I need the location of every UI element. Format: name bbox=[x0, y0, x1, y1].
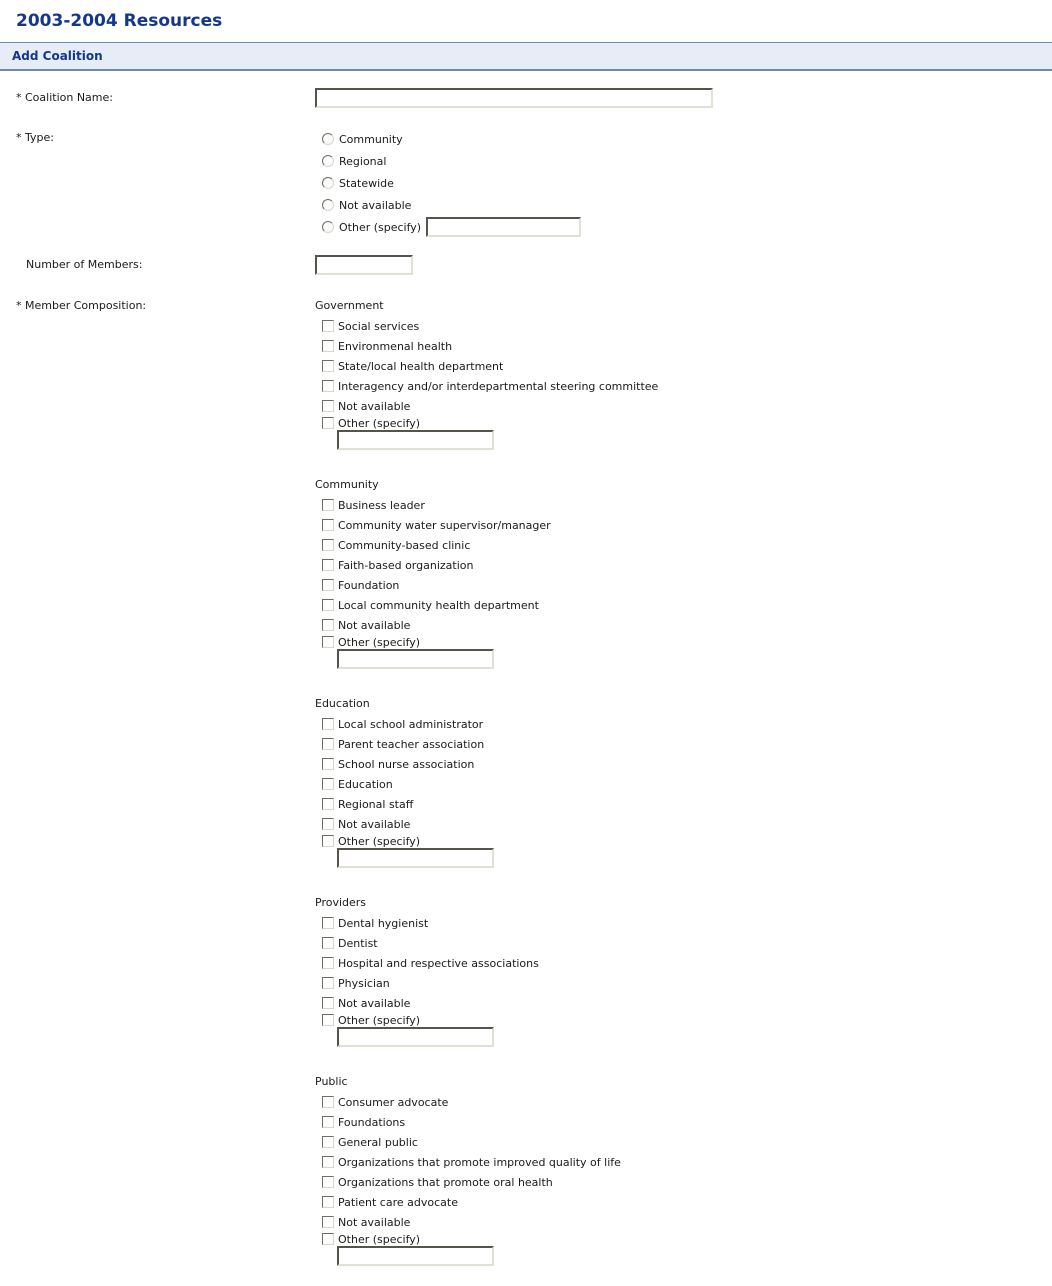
checkbox-label: Other (specify) bbox=[338, 1232, 421, 1246]
radio-option-regional[interactable] bbox=[315, 150, 1052, 172]
number-of-members-row bbox=[0, 255, 1052, 275]
checkbox-label: Patient care advocate bbox=[338, 1195, 458, 1209]
public-other-input[interactable] bbox=[337, 1246, 494, 1266]
checkbox-icon[interactable] bbox=[322, 1176, 334, 1188]
member-composition-groups bbox=[315, 296, 1052, 1266]
checkbox-option-school-nurse-association[interactable] bbox=[315, 754, 1052, 774]
section-title: Add Coalition bbox=[12, 49, 103, 63]
checkbox-icon[interactable] bbox=[322, 758, 334, 770]
type-options bbox=[315, 128, 1052, 238]
checkbox-option-government-not-available[interactable] bbox=[315, 396, 1052, 416]
checkbox-label: Dentist bbox=[338, 936, 378, 950]
radio-icon[interactable] bbox=[322, 177, 334, 189]
radio-icon[interactable] bbox=[322, 221, 334, 233]
checkbox-label: Local school administrator bbox=[338, 717, 484, 731]
checkbox-icon[interactable] bbox=[322, 559, 334, 571]
checkbox-option-providers-not-available[interactable] bbox=[315, 993, 1052, 1013]
radio-icon[interactable] bbox=[322, 199, 334, 211]
radio-option-other[interactable] bbox=[315, 216, 1052, 238]
checkbox-icon[interactable] bbox=[322, 499, 334, 511]
checkbox-icon[interactable] bbox=[322, 1156, 334, 1168]
checkbox-icon[interactable] bbox=[322, 957, 334, 969]
radio-icon[interactable] bbox=[322, 155, 334, 167]
checkbox-label: Community-based clinic bbox=[338, 538, 471, 552]
checkbox-label: Foundation bbox=[338, 578, 400, 592]
checkbox-label: Hospital and respective associations bbox=[338, 956, 539, 970]
radio-label: Not available bbox=[339, 198, 412, 212]
section-header-bar bbox=[0, 42, 1052, 71]
checkbox-option-state-local-health-department[interactable] bbox=[315, 356, 1052, 376]
checkbox-icon[interactable] bbox=[322, 1096, 334, 1108]
checkbox-label: Faith-based organization bbox=[338, 558, 474, 572]
number-of-members-label: Number of Members: bbox=[26, 258, 143, 271]
coalition-name-row bbox=[0, 88, 1052, 108]
coalition-name-label: * Coalition Name: bbox=[16, 91, 113, 104]
coalition-name-input[interactable] bbox=[315, 88, 713, 108]
member-composition-label: * Member Composition: bbox=[16, 299, 147, 312]
providers-other-input[interactable] bbox=[337, 1027, 494, 1047]
checkbox-option-faith-based-organization[interactable] bbox=[315, 555, 1052, 575]
checkbox-option-consumer-advocate[interactable] bbox=[315, 1092, 1052, 1112]
checkbox-label: Interagency and/or interdepartmental steering committee bbox=[338, 379, 659, 393]
group-education bbox=[315, 694, 1052, 868]
checkbox-icon[interactable] bbox=[322, 519, 334, 531]
checkbox-icon[interactable] bbox=[322, 818, 334, 830]
number-of-members-input[interactable] bbox=[315, 255, 413, 275]
checkbox-option-community-not-available[interactable] bbox=[315, 615, 1052, 635]
checkbox-label: Dental hygienist bbox=[338, 916, 429, 930]
group-public bbox=[315, 1072, 1052, 1266]
checkbox-label: Regional staff bbox=[338, 797, 414, 811]
checkbox-option-social-services[interactable] bbox=[315, 316, 1052, 336]
checkbox-label: Not available bbox=[338, 618, 411, 632]
radio-option-not-available[interactable] bbox=[315, 194, 1052, 216]
checkbox-label: Local community health department bbox=[338, 598, 539, 612]
checkbox-option-orgs-quality-of-life[interactable] bbox=[315, 1152, 1052, 1172]
page bbox=[0, 11, 1052, 1266]
checkbox-option-interagency-steering-committee[interactable] bbox=[315, 376, 1052, 396]
checkbox-option-regional-staff[interactable] bbox=[315, 794, 1052, 814]
radio-label: Other (specify) bbox=[339, 220, 422, 234]
number-of-members-control bbox=[315, 255, 1052, 275]
member-composition-row bbox=[0, 296, 1052, 1266]
checkbox-icon[interactable] bbox=[322, 798, 334, 810]
page-title: 2003-2004 Resources bbox=[16, 11, 223, 31]
checkbox-option-local-school-administrator[interactable] bbox=[315, 714, 1052, 734]
checkbox-label: Parent teacher association bbox=[338, 737, 485, 751]
checkbox-icon[interactable] bbox=[322, 1014, 334, 1026]
checkbox-option-patient-care-advocate[interactable] bbox=[315, 1192, 1052, 1212]
group-providers bbox=[315, 893, 1052, 1047]
checkbox-option-government-other[interactable] bbox=[315, 416, 1052, 430]
checkbox-label: Foundations bbox=[338, 1115, 406, 1129]
checkbox-icon[interactable] bbox=[322, 599, 334, 611]
checkbox-icon[interactable] bbox=[322, 835, 334, 847]
checkbox-option-business-leader[interactable] bbox=[315, 495, 1052, 515]
checkbox-label: Community water supervisor/manager bbox=[338, 518, 551, 532]
checkbox-icon[interactable] bbox=[322, 579, 334, 591]
checkbox-option-community-other[interactable] bbox=[315, 635, 1052, 649]
checkbox-icon[interactable] bbox=[322, 360, 334, 372]
checkbox-icon[interactable] bbox=[322, 738, 334, 750]
type-row bbox=[0, 128, 1052, 238]
checkbox-option-local-community-health-department[interactable] bbox=[315, 595, 1052, 615]
checkbox-label: Other (specify) bbox=[338, 1013, 421, 1027]
checkbox-option-community-based-clinic[interactable] bbox=[315, 535, 1052, 555]
checkbox-label: Education bbox=[338, 777, 393, 791]
group-heading-education: Education bbox=[315, 697, 370, 710]
checkbox-option-education-not-available[interactable] bbox=[315, 814, 1052, 834]
checkbox-option-community-water-supervisor[interactable] bbox=[315, 515, 1052, 535]
checkbox-label: Social services bbox=[338, 319, 420, 333]
checkbox-label: Environmenal health bbox=[338, 339, 453, 353]
type-other-input[interactable] bbox=[426, 217, 581, 237]
checkbox-label: Business leader bbox=[338, 498, 425, 512]
radio-option-community[interactable] bbox=[315, 128, 1052, 150]
checkbox-option-providers-other[interactable] bbox=[315, 1013, 1052, 1027]
group-community bbox=[315, 475, 1052, 669]
checkbox-label: School nurse association bbox=[338, 757, 475, 771]
checkbox-label: Not available bbox=[338, 399, 411, 413]
checkbox-icon[interactable] bbox=[322, 917, 334, 929]
group-heading-community: Community bbox=[315, 478, 379, 491]
checkbox-icon[interactable] bbox=[322, 1136, 334, 1148]
education-other-input[interactable] bbox=[337, 848, 494, 868]
checkbox-icon[interactable] bbox=[322, 1233, 334, 1245]
checkbox-option-orgs-oral-health[interactable] bbox=[315, 1172, 1052, 1192]
checkbox-icon[interactable] bbox=[322, 718, 334, 730]
checkbox-label: Not available bbox=[338, 996, 411, 1010]
checkbox-label: Organizations that promote oral health bbox=[338, 1175, 553, 1189]
checkbox-label: Not available bbox=[338, 1215, 411, 1229]
checkbox-option-education-other[interactable] bbox=[315, 834, 1052, 848]
checkbox-icon[interactable] bbox=[322, 539, 334, 551]
checkbox-icon[interactable] bbox=[322, 417, 334, 429]
community-other-input[interactable] bbox=[337, 649, 494, 669]
checkbox-icon[interactable] bbox=[322, 380, 334, 392]
checkbox-icon[interactable] bbox=[322, 1216, 334, 1228]
checkbox-label: Other (specify) bbox=[338, 416, 421, 430]
checkbox-icon[interactable] bbox=[322, 937, 334, 949]
checkbox-label: Other (specify) bbox=[338, 834, 421, 848]
checkbox-label: General public bbox=[338, 1135, 418, 1149]
checkbox-option-dental-hygienist[interactable] bbox=[315, 913, 1052, 933]
checkbox-icon[interactable] bbox=[322, 997, 334, 1009]
checkbox-label: Organizations that promote improved quality of life bbox=[338, 1155, 621, 1169]
checkbox-option-foundation[interactable] bbox=[315, 575, 1052, 595]
group-government bbox=[315, 296, 1052, 450]
checkbox-option-hospital-associations[interactable] bbox=[315, 953, 1052, 973]
checkbox-option-parent-teacher-association[interactable] bbox=[315, 734, 1052, 754]
checkbox-label: Other (specify) bbox=[338, 635, 421, 649]
checkbox-icon[interactable] bbox=[322, 636, 334, 648]
checkbox-label: Not available bbox=[338, 817, 411, 831]
government-other-input[interactable] bbox=[337, 430, 494, 450]
radio-icon[interactable] bbox=[322, 133, 334, 145]
checkbox-option-foundations[interactable] bbox=[315, 1112, 1052, 1132]
checkbox-icon[interactable] bbox=[322, 320, 334, 332]
radio-option-statewide[interactable] bbox=[315, 172, 1052, 194]
checkbox-label: Physician bbox=[338, 976, 390, 990]
group-heading-government: Government bbox=[315, 299, 384, 312]
checkbox-option-education[interactable] bbox=[315, 774, 1052, 794]
checkbox-option-public-other[interactable] bbox=[315, 1232, 1052, 1246]
checkbox-label: State/local health department bbox=[338, 359, 504, 373]
group-heading-providers: Providers bbox=[315, 896, 367, 909]
checkbox-icon[interactable] bbox=[322, 1116, 334, 1128]
group-heading-public: Public bbox=[315, 1075, 348, 1088]
coalition-name-control bbox=[315, 88, 1052, 108]
checkbox-icon[interactable] bbox=[322, 778, 334, 790]
checkbox-icon[interactable] bbox=[322, 977, 334, 989]
checkbox-icon[interactable] bbox=[322, 1196, 334, 1208]
checkbox-icon[interactable] bbox=[322, 340, 334, 352]
add-coalition-form bbox=[0, 71, 1052, 1266]
checkbox-option-physician[interactable] bbox=[315, 973, 1052, 993]
type-label: * Type: bbox=[16, 131, 54, 144]
radio-label: Community bbox=[339, 132, 403, 146]
checkbox-icon[interactable] bbox=[322, 400, 334, 412]
radio-label: Statewide bbox=[339, 176, 394, 190]
checkbox-option-general-public[interactable] bbox=[315, 1132, 1052, 1152]
checkbox-option-public-not-available[interactable] bbox=[315, 1212, 1052, 1232]
checkbox-option-dentist[interactable] bbox=[315, 933, 1052, 953]
checkbox-icon[interactable] bbox=[322, 619, 334, 631]
radio-label: Regional bbox=[339, 154, 387, 168]
checkbox-label: Consumer advocate bbox=[338, 1095, 449, 1109]
checkbox-option-environmenal-health[interactable] bbox=[315, 336, 1052, 356]
